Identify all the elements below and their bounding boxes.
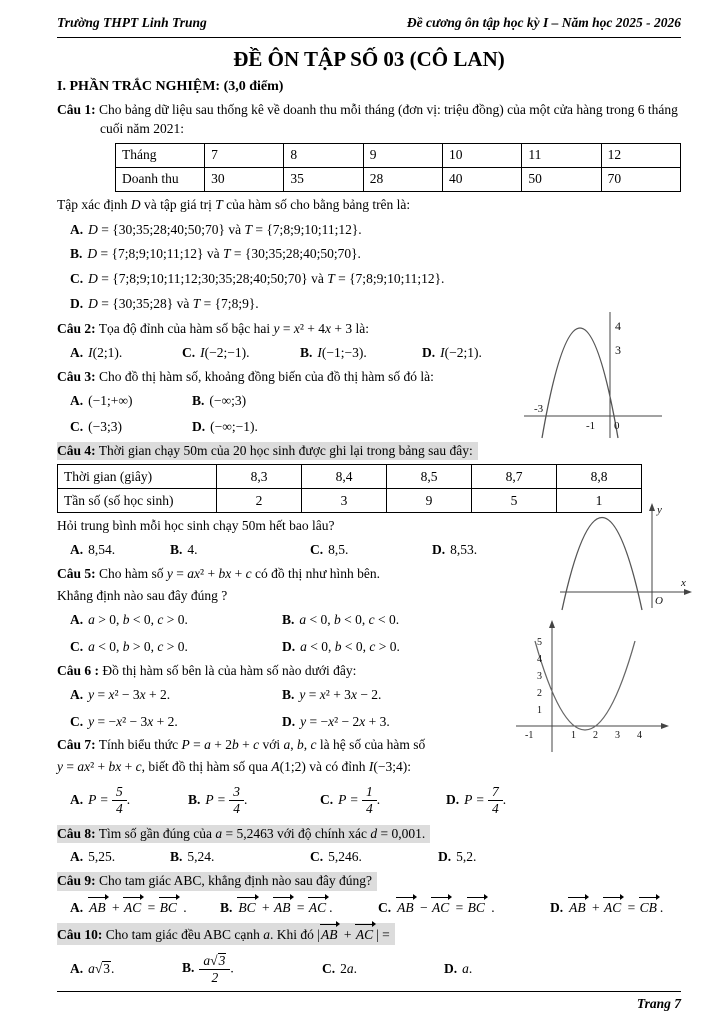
q8-label: Câu 8: — [57, 825, 96, 841]
q3-option-b — [192, 392, 370, 411]
option-text: (−3;3) — [88, 418, 122, 434]
q1-table — [115, 143, 681, 192]
y-tick-label: 5 — [537, 637, 542, 648]
parabola-curve — [542, 328, 618, 438]
q6-option-c — [70, 713, 282, 732]
option-label: A. — [70, 792, 84, 808]
option-label: D. — [438, 849, 452, 865]
fraction: $\frac{3}{4}$ — [229, 785, 244, 816]
q3-option-a — [70, 392, 192, 411]
table-row — [116, 167, 681, 191]
option-lhs: P = — [88, 792, 109, 808]
q1-cell: 7 — [205, 143, 284, 167]
option-text: y = −x² − 2x + 3. — [300, 713, 390, 729]
y-tick-label: 4 — [537, 654, 542, 665]
y-tick-label: 1 — [537, 705, 542, 716]
option-text: 8,5. — [328, 542, 349, 558]
q4-stem — [57, 442, 478, 461]
q4-cell: 8,5 — [387, 465, 472, 489]
option-text: a. — [462, 960, 473, 976]
q9-stem — [57, 872, 377, 891]
q1-option-b — [57, 245, 681, 264]
q1-cell: Tháng — [116, 143, 205, 167]
option-text: 8,54. — [88, 542, 116, 558]
option-label: C. — [70, 271, 84, 287]
q8-option-d — [438, 848, 681, 867]
q1-label: Câu 1: — [57, 101, 96, 117]
option-text: (−∞;3) — [209, 392, 247, 408]
q5-text2: Khẳng định nào sau đây đúng ? — [57, 588, 228, 604]
q1-cell: 50 — [522, 167, 601, 191]
x-tick-label: 2 — [593, 730, 598, 741]
q5-options — [57, 611, 540, 657]
option-label: A. — [70, 221, 84, 237]
q1-text: Cho bảng dữ liệu sau thống kê về doanh thu mỗi tháng (đơn vị: triệu đồng) của một cửa hàng trong 6 tháng cuối năm 2021: — [99, 101, 678, 136]
q1-cell: 11 — [522, 143, 601, 167]
y-axis-arrow — [649, 503, 655, 511]
x-tick-label: 3 — [615, 730, 620, 741]
option-text: a < 0, b < 0, c < 0. — [299, 612, 400, 628]
option-label: B. — [300, 345, 313, 360]
q1-cell: 35 — [284, 167, 363, 191]
q4-text: Thời gian chạy 50m của 20 học sinh được ghi lại trong bảng sau đây: — [98, 442, 473, 458]
option-lhs: P = — [464, 792, 485, 808]
q10-option-a — [70, 960, 182, 979]
option-text: 5,246. — [328, 849, 362, 865]
table-row — [58, 465, 642, 489]
fraction: $\frac{5}{4}$ — [112, 785, 127, 816]
q4-cell: 5 — [472, 489, 557, 513]
q10-option-d — [444, 960, 681, 979]
q8-option-c — [310, 848, 438, 867]
option-text: (−∞;−1). — [210, 418, 258, 434]
option-lhs: P = — [338, 792, 359, 808]
option-label: B. — [220, 900, 233, 916]
axis-label: -1 — [586, 420, 596, 432]
q1-cell: 40 — [443, 167, 522, 191]
option-label: B. — [170, 849, 183, 865]
option-label: A. — [70, 392, 84, 408]
option-label: B. — [282, 686, 295, 702]
option-text: I(2;1). — [88, 345, 123, 360]
school-name: Trường THPT Linh Trung — [57, 15, 207, 30]
option-label: C. — [70, 638, 84, 654]
q4-cell: 8,7 — [472, 465, 557, 489]
parabola-curve — [562, 518, 642, 611]
axis-label: 0 — [614, 420, 620, 432]
option-text: I(−2;−1). — [200, 345, 250, 360]
q8-text: Tìm số gần đúng của a = 5,2463 với độ chính xác d = 0,001. — [98, 825, 426, 841]
q5-parabola-graph — [556, 500, 696, 612]
option-label: D. — [70, 296, 84, 312]
question-9 — [57, 872, 681, 918]
q3-text: Cho đồ thị hàm số, khoảng đồng biến của đồ thị hàm số đó là: — [99, 368, 434, 384]
option-label: D. — [444, 960, 458, 976]
option-label: D. — [422, 345, 436, 360]
option-lhs: P = — [205, 792, 226, 808]
option-label: B. — [192, 392, 205, 408]
q4-option-b — [170, 541, 310, 560]
q7-text-line1: Tính biểu thức P = a + 2b + c với a, b, c là hệ số của hàm số — [98, 737, 426, 753]
q8-options — [57, 848, 681, 867]
q9-option-b — [220, 896, 378, 918]
axis-label: -3 — [534, 403, 544, 415]
q9-options — [57, 896, 681, 918]
q6-label: Câu 6 : — [57, 662, 100, 678]
option-label: D. — [446, 792, 460, 808]
y-axis-label: y — [657, 504, 662, 516]
q10-option-c — [322, 960, 444, 979]
option-text: 5,2. — [456, 849, 477, 865]
q1-cell: 28 — [363, 167, 442, 191]
fraction: $\frac{7}{4}$ — [488, 785, 503, 816]
option-text: (−1;+∞) — [88, 392, 133, 408]
q4-cell: 1 — [557, 489, 642, 513]
option-label: C. — [182, 345, 196, 360]
option-text: a > 0, b < 0, c > 0. — [88, 612, 188, 628]
q7-text-line2: y = ax² + bx + c, biết đồ thị hàm số qua A(1;2) và có đỉnh I(−3;4): — [57, 759, 411, 775]
option-text: 5,24. — [187, 849, 215, 865]
option-text: a√3. — [88, 960, 115, 976]
option-text: I(−2;1). — [440, 345, 482, 360]
q9-option-a — [70, 896, 220, 918]
axis-label: 3 — [615, 343, 621, 357]
origin-label: O — [655, 595, 663, 607]
q6-options — [57, 686, 540, 732]
option-text: BC + AB = AC . — [237, 900, 332, 915]
question-1 — [57, 101, 681, 314]
fraction: $\frac{a√3}{2}$ — [199, 953, 230, 985]
q5-label: Câu 5: — [57, 566, 96, 582]
x-axis-arrow — [661, 723, 669, 729]
q7-label: Câu 7: — [57, 737, 96, 753]
q2-option-c — [182, 344, 300, 363]
q9-option-d — [550, 896, 681, 918]
option-text: 2a. — [340, 960, 357, 976]
section-heading: I. PHẦN TRẮC NGHIỆM: (3,0 điểm) — [57, 79, 284, 95]
q2-option-b — [300, 344, 422, 363]
q10-stem — [57, 923, 395, 945]
axis-label: 4 — [615, 319, 621, 333]
option-label: C. — [70, 713, 84, 729]
question-8 — [57, 825, 681, 868]
q2-text: Tọa độ đỉnh của hàm số bậc hai y = x² + 4x + 3 là: — [98, 321, 370, 337]
page-number: Trang 7 — [636, 996, 681, 1012]
option-label: B. — [170, 542, 183, 558]
q8-option-a — [70, 848, 170, 867]
fraction: $\frac{1}{4}$ — [362, 785, 377, 816]
q6-parabola-graph — [514, 618, 672, 758]
q4-cell: 8,4 — [302, 465, 387, 489]
option-text: a < 0, b < 0, c > 0. — [300, 638, 400, 654]
y-axis-arrow — [549, 620, 555, 628]
option-text: a < 0, b > 0, c > 0. — [88, 638, 188, 654]
q4-cell: 2 — [217, 489, 302, 513]
q5-option-d — [282, 638, 540, 657]
q1-cell: Doanh thu — [116, 167, 205, 191]
option-label: A. — [70, 960, 84, 976]
q1-cell: 70 — [601, 167, 680, 191]
q5-option-c — [70, 638, 282, 657]
option-label: D. — [192, 418, 206, 434]
option-label: A. — [70, 542, 84, 558]
q6-option-b — [282, 686, 540, 705]
q4-cell: 8,8 — [557, 465, 642, 489]
q1-stem — [57, 101, 681, 139]
table-row — [116, 143, 681, 167]
q4-label: Câu 4: — [57, 442, 96, 458]
x-tick-label: 1 — [571, 730, 576, 741]
option-label: A. — [70, 686, 84, 702]
option-label: C. — [310, 542, 324, 558]
x-tick-label: -1 — [525, 730, 534, 741]
option-text: D = {30;35;28;40;50;70} và T = {7;8;9;10;11;12}. — [88, 221, 362, 237]
option-label: C. — [378, 900, 392, 916]
header-subject-line: Đề cương ôn tập học kỳ I – Năm học 2025 - 2026 — [406, 15, 681, 30]
q7-option-b: B. P = $\frac{3}{4}$ . — [188, 784, 248, 817]
option-label: A. — [70, 849, 84, 865]
q1-cell: 9 — [363, 143, 442, 167]
q1-cell: 8 — [284, 143, 363, 167]
q4-option-c — [310, 541, 432, 560]
q7-options — [57, 785, 681, 816]
q7-option-a: A. P = $\frac{5}{4}$ . — [70, 784, 131, 817]
q10-options — [57, 953, 681, 985]
q10-option-b: B. $\frac{a√3}{2}$ . — [182, 953, 234, 986]
option-label: D. — [550, 900, 564, 916]
option-text: 5,25. — [88, 849, 116, 865]
q6-option-a — [70, 686, 282, 705]
x-axis-arrow — [684, 589, 692, 595]
question-10 — [57, 923, 681, 985]
option-text: y = x² + 3x − 2. — [299, 686, 382, 702]
option-label: B. — [282, 612, 295, 628]
q5-option-a — [70, 611, 282, 630]
y-tick-label: 3 — [537, 671, 542, 682]
q6-text: Đồ thị hàm số bên là của hàm số nào dưới đây: — [102, 662, 357, 678]
option-text: I(−1;−3). — [317, 345, 367, 360]
q3-option-c — [70, 418, 192, 437]
y-tick-label: 2 — [537, 688, 542, 699]
option-label: C. — [322, 960, 336, 976]
q4-cell: Thời gian (giây) — [58, 465, 217, 489]
q9-label: Câu 9: — [57, 873, 96, 889]
table-row — [58, 489, 642, 513]
q4-cell: 8,3 — [217, 465, 302, 489]
option-label: C. — [310, 849, 324, 865]
q4-cell: Tần số (số học sinh) — [58, 489, 217, 513]
q10-label: Câu 10: — [57, 927, 103, 943]
q4-cell: 9 — [387, 489, 472, 513]
option-label: A. — [70, 345, 84, 360]
x-axis-label: x — [681, 577, 686, 589]
q9-option-c — [378, 896, 550, 918]
option-label: B. — [188, 792, 201, 808]
q1-text2: Tập xác định D và tập giá trị T của hàm số cho bằng bảng trên là: — [57, 196, 411, 212]
option-label: B. — [70, 246, 83, 262]
q9-text: Cho tam giác ABC, khẳng định nào sau đây đúng? — [99, 873, 372, 889]
q2-label: Câu 2: — [57, 321, 96, 337]
option-label: A. — [70, 612, 84, 628]
parabola-curve — [535, 641, 635, 730]
option-label: A. — [70, 900, 84, 916]
q4-cell: 3 — [302, 489, 387, 513]
q1-option-a — [57, 221, 681, 240]
q2-option-a — [70, 344, 182, 363]
q5-option-b — [282, 611, 540, 630]
option-text: D = {7;8;9;10;11;12} và T = {30;35;28;40;50;70}. — [87, 246, 361, 262]
option-text: AB + AC = CB . — [568, 900, 663, 915]
q1-option-c — [57, 270, 681, 289]
option-label: C. — [320, 792, 334, 808]
page-header — [57, 14, 681, 38]
q6-option-d — [282, 713, 540, 732]
q3-option-d — [192, 418, 370, 437]
document-title: ĐỀ ÔN TẬP SỐ 03 (CÔ LAN) — [233, 46, 505, 71]
option-label: D. — [432, 542, 446, 558]
q4-table — [57, 464, 642, 513]
option-text: 8,53. — [450, 542, 478, 558]
q8-option-b — [170, 848, 310, 867]
option-label: C. — [70, 418, 84, 434]
q3-options — [57, 392, 370, 437]
q1-cell: 10 — [443, 143, 522, 167]
q1-cell: 12 — [601, 143, 680, 167]
option-text: y = x² − 3x + 2. — [88, 686, 171, 702]
q4-text2: Hỏi trung bình mỗi học sinh chạy 50m hết bao lâu? — [57, 518, 335, 534]
q1-cell: 30 — [205, 167, 284, 191]
q3-parabola-graph — [518, 310, 668, 442]
option-text: 4. — [187, 542, 198, 558]
q3-label: Câu 3: — [57, 368, 96, 384]
option-text: y = −x² − 3x + 2. — [88, 713, 178, 729]
q7-option-d: D. P = $\frac{7}{4}$ . — [446, 784, 507, 817]
option-label: D. — [282, 638, 296, 654]
option-text: AB + AC = BC . — [88, 900, 187, 915]
q7-option-c: C. P = $\frac{1}{4}$ . — [320, 784, 381, 817]
option-label: B. — [182, 960, 195, 976]
option-label: D. — [282, 713, 296, 729]
page-footer — [57, 991, 681, 1014]
option-text: D = {30;35;28} và T = {7;8;9}. — [88, 296, 259, 312]
option-text: D = {7;8;9;10;11;12;30;35;28;40;50;70} và T = {7;8;9;10;11;12}. — [88, 271, 445, 287]
x-tick-label: 4 — [637, 730, 642, 741]
q8-stem — [57, 825, 430, 844]
q4-option-a — [70, 541, 170, 560]
q1-options — [57, 221, 681, 315]
q10-text: Cho tam giác đều ABC cạnh a. Khi đó |AB + AC | = — [106, 927, 390, 942]
option-text: AB − AC = BC . — [396, 900, 495, 915]
q5-text: Cho hàm số y = ax² + bx + c có đồ thị như hình bên. — [99, 566, 381, 582]
